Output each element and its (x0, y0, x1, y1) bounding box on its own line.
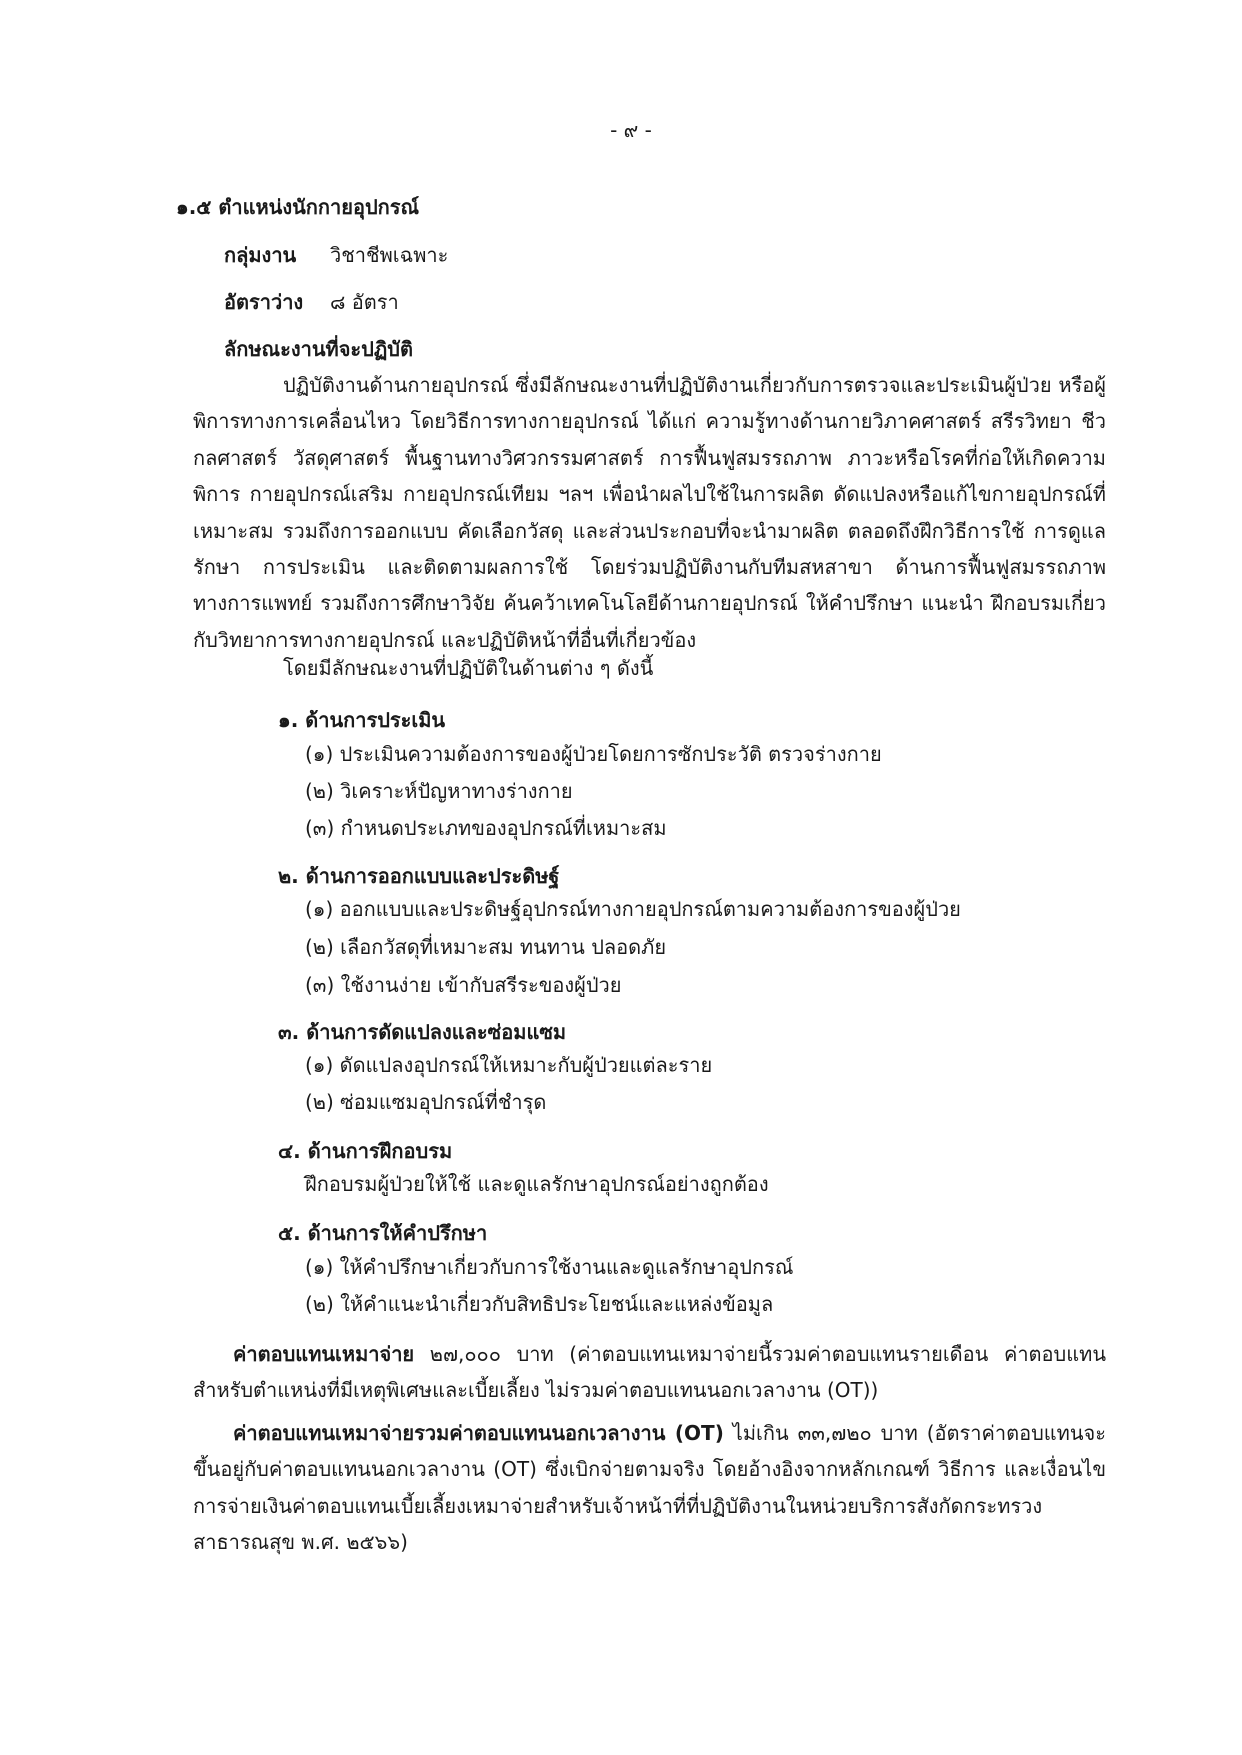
page-number: - ๙ - (610, 118, 652, 142)
area-title: ๕. ด้านการให้คำปรึกษา (278, 1221, 488, 1245)
area-item: (๒) เลือกวัสดุที่เหมาะสม ทนทาน ปลอดภัย (305, 935, 667, 959)
duty-heading: ลักษณะงานที่จะปฏิบัติ (224, 337, 413, 361)
section-title: ๑.๕ ตำแหน่งนักกายอุปกรณ์ (176, 195, 420, 219)
duty-intro: โดยมีลักษณะงานที่ปฏิบัติในด้านต่าง ๆ ดังนี้ (283, 656, 654, 680)
pay-text-2: ไม่เกิน ๓๓,๗๒๐ บาท (อัตราค่าตอบแทนจะขึ้นอยู่กับค่าตอบแทนนอกเวลางาน (OT) ซึ่งเบิกจ่ายตามจริง โดยอ้างอิงจากหลักเกณฑ์ วิธีการ และเงื่อนไขการจ่ายเงินค่าตอบแทนเบี้ยเลี้ยงเหมาจ่ายสำหรับเจ้าหน้าที่ที่ปฏิบัติงานในหน่วยบริการสังกัดกระทรวงสาธารณสุข พ.ศ. ๒๕๖๖) (193, 1421, 1106, 1555)
pay-text-1: ๒๗,๐๐๐ บาท (ค่าตอบแทนเหมาจ่ายนี้รวมค่าตอบแทนรายเดือน ค่าตอบแทนสำหรับตำแหน่งที่มีเหตุพิเศษและเบี้ยเลี้ยง ไม่รวมค่าตอบแทนนอกเวลางาน (OT)) (193, 1342, 1106, 1403)
pay-label-2: ค่าตอบแทนเหมาจ่ายรวมค่าตอบแทนนอกเวลางาน (OT) (233, 1421, 724, 1445)
area-item: (๑) ประเมินความต้องการของผู้ป่วยโดยการซักประวัติ ตรวจร่างกาย (305, 742, 882, 766)
area-item: (๒) วิเคราะห์ปัญหาทางร่างกาย (305, 779, 573, 803)
pay-label-1: ค่าตอบแทนเหมาจ่าย (233, 1342, 415, 1366)
area-item: (๑) ออกแบบและประดิษฐ์อุปกรณ์ทางกายอุปกรณ์ตามความต้องการของผู้ป่วย (305, 897, 961, 921)
area-title: ๑. ด้านการประเมิน (278, 708, 446, 732)
area-item: (๑) ให้คำปรึกษาเกี่ยวกับการใช้งานและดูแลรักษาอุปกรณ์ (305, 1255, 794, 1279)
pay-paragraph-1 (193, 1336, 1106, 1409)
area-item: (๓) ใช้งานง่าย เข้ากับสรีระของผู้ป่วย (305, 973, 622, 997)
duty-paragraph: ปฏิบัติงานด้านกายอุปกรณ์ ซึ่งมีลักษณะงานที่ปฏิบัติงานเกี่ยวกับการตรวจและประเมินผู้ป่วย หรือผู้พิการทางการเคลื่อนไหว โดยวิธีการทางกายอุปกรณ์ ได้แก่ ความรู้ทางด้านกายวิภาคศาสตร์ สรีรวิทยา ชีวกลศาสตร์ วัสดุศาสตร์ พื้นฐานทางวิศวกรรมศาสตร์ การฟื้นฟูสมรรถภาพ ภาวะหรือโรคที่ก่อให้เกิดความพิการ กายอุปกรณ์เสริม กายอุปกรณ์เทียม ฯลฯ เพื่อนำผลไปใช้ในการผลิต ดัดแปลงหรือแก้ไขกายอุปกรณ์ที่เหมาะสม รวมถึงการออกแบบ คัดเลือกวัสดุ และส่วนประกอบที่จะนำมาผลิต ตลอดถึงฝึกวิธีการใช้ การดูแลรักษา การประเมิน และติดตามผลการใช้ โดยร่วมปฏิบัติงานกับทีมสหสาขา ด้านการฟื้นฟูสมรรถภาพทางการแพทย์ รวมถึงการศึกษาวิจัย ค้นคว้าเทคโนโลยีด้านกายอุปกรณ์ ให้คำปรึกษา แนะนำ ฝึกอบรมเกี่ยวกับวิทยาการทางกายอุปกรณ์ และปฏิบัติหน้าที่อื่นที่เกี่ยวข้อง (193, 373, 1106, 652)
group-value: วิชาชีพเฉพาะ (330, 243, 449, 267)
vacancy-label: อัตราว่าง (224, 290, 304, 314)
area-item: (๒) ซ่อมแซมอุปกรณ์ที่ชำรุด (305, 1090, 547, 1114)
area-item: (๓) กำหนดประเภทของอุปกรณ์ที่เหมาะสม (305, 816, 667, 840)
group-label: กลุ่มงาน (224, 243, 297, 267)
area-item: ฝึกอบรมผู้ป่วยให้ใช้ และดูแลรักษาอุปกรณ์อย่างถูกต้อง (305, 1172, 769, 1196)
area-item: (๑) ดัดแปลงอุปกรณ์ให้เหมาะกับผู้ป่วยแต่ละราย (305, 1053, 713, 1077)
vacancy-value: ๘ อัตรา (330, 290, 399, 314)
pay-paragraph-2 (193, 1415, 1106, 1561)
area-item: (๒) ให้คำแนะนำเกี่ยวกับสิทธิประโยชน์และแหล่งข้อมูล (305, 1292, 774, 1316)
area-title: ๔. ด้านการฝึกอบรม (278, 1139, 453, 1163)
area-title: ๓. ด้านการดัดแปลงและซ่อมแซม (278, 1020, 567, 1044)
area-title: ๒. ด้านการออกแบบและประดิษฐ์ (278, 864, 560, 888)
